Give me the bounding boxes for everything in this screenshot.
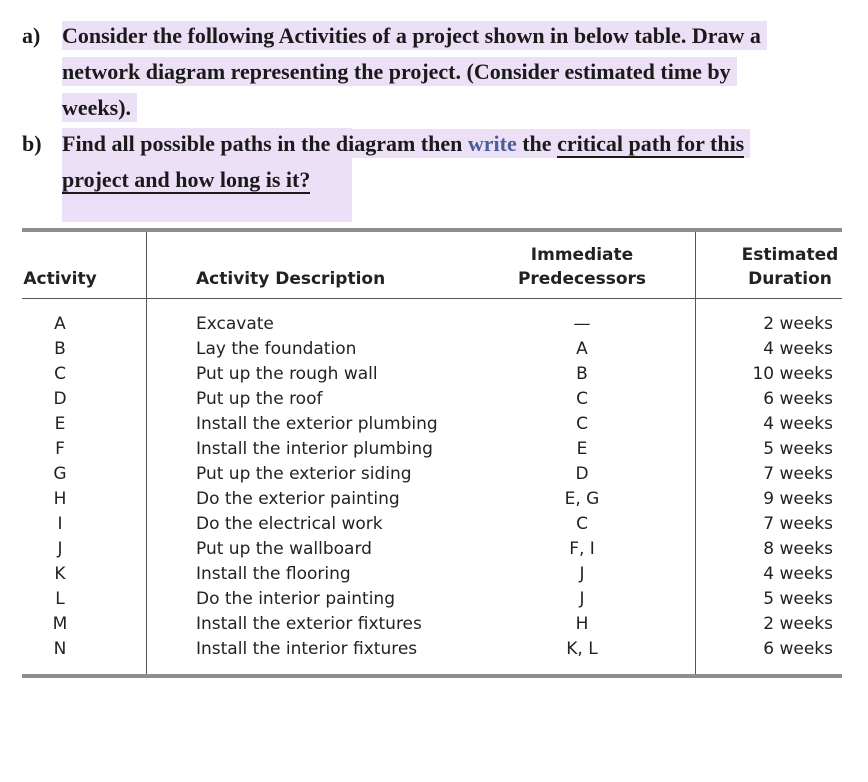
cell-description: Do the interior painting bbox=[196, 589, 395, 609]
cell-activity: G bbox=[53, 464, 67, 484]
header-description: Activity Description bbox=[196, 269, 386, 289]
cell-predecessors: A bbox=[576, 339, 588, 359]
cell-activity: B bbox=[54, 339, 66, 359]
cell-description: Excavate bbox=[196, 314, 274, 334]
cell-predecessors: C bbox=[576, 389, 588, 409]
cell-description: Install the exterior fixtures bbox=[196, 614, 422, 634]
critical-path-underline: critical path for this bbox=[557, 131, 745, 156]
question-a-line-2: network diagram representing the project. (Consider estimated time by bbox=[62, 54, 737, 90]
cell-predecessors: E bbox=[576, 439, 588, 459]
cell-duration: 5 weeks bbox=[763, 589, 833, 609]
cell-activity: A bbox=[54, 314, 66, 334]
cell-duration: 6 weeks bbox=[763, 389, 833, 409]
cell-duration: 4 weeks bbox=[763, 339, 833, 359]
cell-activity: L bbox=[55, 589, 65, 609]
cell-predecessors: H bbox=[575, 614, 589, 634]
cell-activity: D bbox=[53, 389, 67, 409]
header-activity: Activity bbox=[23, 269, 97, 289]
cell-predecessors: B bbox=[576, 364, 588, 384]
header-duration-2: Duration bbox=[748, 269, 832, 289]
cell-duration: 9 weeks bbox=[763, 489, 833, 509]
cell-description: Put up the wallboard bbox=[196, 539, 372, 559]
cell-predecessors: C bbox=[576, 414, 588, 434]
cell-activity: C bbox=[54, 364, 66, 384]
table-col-divider-2 bbox=[695, 232, 696, 674]
question-a-line-1: Consider the following Activities of a project shown in below table. Draw a bbox=[62, 18, 767, 54]
cell-description: Put up the rough wall bbox=[196, 364, 378, 384]
cell-predecessors: — bbox=[573, 314, 591, 334]
cell-description: Install the interior plumbing bbox=[196, 439, 433, 459]
question-a-letter: a) bbox=[22, 23, 41, 48]
cell-activity: F bbox=[55, 439, 65, 459]
cell-description: Do the exterior painting bbox=[196, 489, 400, 509]
header-predecessors-1: Immediate bbox=[530, 245, 634, 265]
cell-duration: 7 weeks bbox=[763, 514, 833, 534]
cell-description: Install the interior fixtures bbox=[196, 639, 418, 659]
cell-activity: M bbox=[52, 614, 68, 634]
cell-activity: N bbox=[53, 639, 67, 659]
cell-duration: 10 weeks bbox=[752, 364, 833, 384]
cell-activity: H bbox=[53, 489, 67, 509]
cell-predecessors: J bbox=[579, 564, 585, 584]
question-b-line-2: project and how long is it? bbox=[62, 167, 311, 192]
table-top-rule bbox=[22, 228, 842, 232]
cell-predecessors: J bbox=[579, 589, 585, 609]
cell-description: Lay the foundation bbox=[196, 339, 357, 359]
cell-duration: 4 weeks bbox=[763, 564, 833, 584]
cell-activity: I bbox=[57, 514, 63, 534]
cell-predecessors: E, G bbox=[564, 489, 600, 509]
question-b-line-1: Find all possible paths in the diagram then write the critical path for this bbox=[62, 126, 750, 162]
table-header-rule bbox=[22, 298, 842, 299]
cell-duration: 6 weeks bbox=[763, 639, 833, 659]
table-col-divider-1 bbox=[146, 232, 147, 674]
cell-duration: 4 weeks bbox=[763, 414, 833, 434]
question-b-letter: b) bbox=[22, 131, 42, 156]
cell-predecessors: F, I bbox=[569, 539, 595, 559]
cell-predecessors: D bbox=[575, 464, 589, 484]
header-duration-1: Estimated bbox=[741, 245, 839, 265]
cell-description: Put up the exterior siding bbox=[196, 464, 412, 484]
cell-duration: 7 weeks bbox=[763, 464, 833, 484]
cell-activity: J bbox=[57, 539, 63, 559]
cell-duration: 8 weeks bbox=[763, 539, 833, 559]
cell-description: Install the exterior plumbing bbox=[196, 414, 438, 434]
cell-predecessors: C bbox=[576, 514, 588, 534]
cell-activity: K bbox=[54, 564, 66, 584]
cell-description: Install the flooring bbox=[196, 564, 351, 584]
cell-duration: 5 weeks bbox=[763, 439, 833, 459]
cell-duration: 2 weeks bbox=[763, 614, 833, 634]
cell-activity: E bbox=[54, 414, 66, 434]
cell-duration: 2 weeks bbox=[763, 314, 833, 334]
write-word: write bbox=[467, 131, 517, 156]
question-a-line-3: weeks). bbox=[62, 90, 137, 126]
table-bottom-rule bbox=[22, 674, 842, 678]
cell-description: Put up the roof bbox=[196, 389, 323, 409]
cell-description: Do the electrical work bbox=[196, 514, 383, 534]
header-predecessors-2: Predecessors bbox=[517, 269, 647, 289]
cell-predecessors: K, L bbox=[566, 639, 598, 659]
